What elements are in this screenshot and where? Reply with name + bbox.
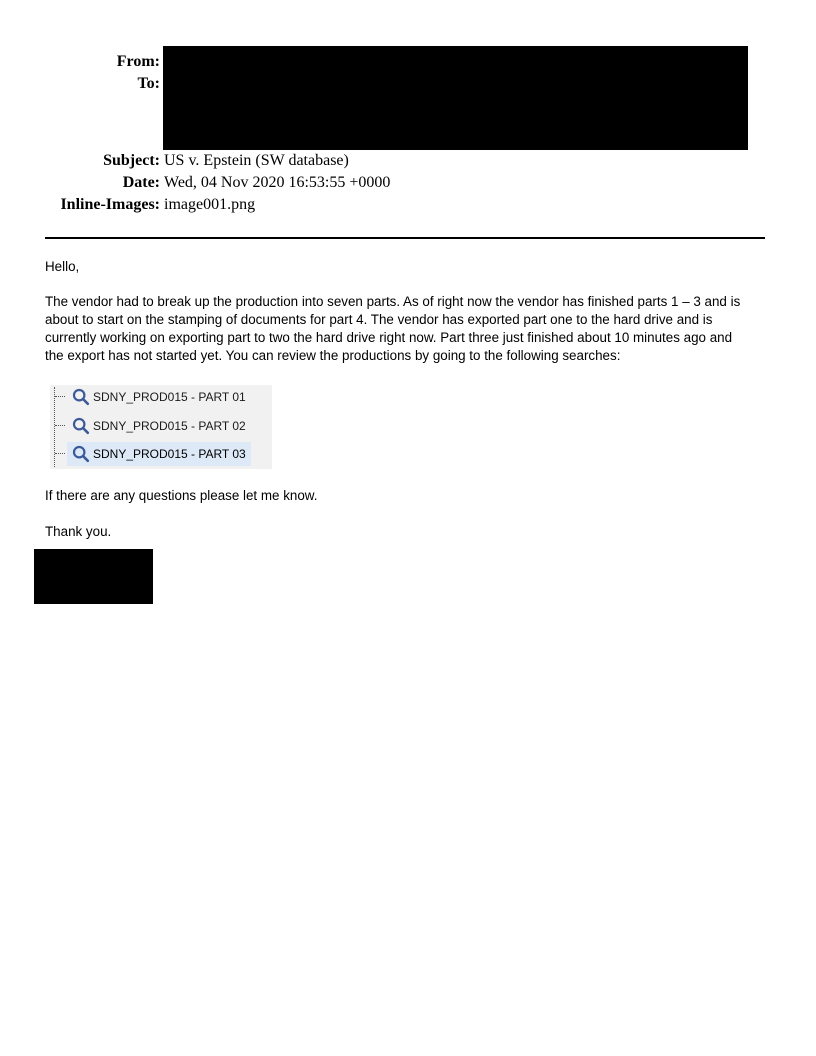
header-divider [45,237,765,239]
closing-question: If there are any questions please let me know. [45,488,318,503]
body-paragraph [45,293,765,365]
date-label: Date: [122,174,160,191]
tree-branch-line [55,425,65,426]
subject-row [0,151,816,171]
from-label: From: [116,53,160,70]
redaction-box-signature [34,549,153,604]
inline-image-search-tree [50,385,272,469]
paragraph-line-4: the export has not started yet. You can review the productions by going to the following searches: [45,348,621,363]
tree-item-part-02 [50,414,272,438]
tree-item-label: SDNY_PROD015 - PART 02 [93,419,246,433]
redaction-box-recipients [163,46,748,150]
search-icon [72,417,90,435]
tree-item-part-03 [50,442,272,466]
tree-item-label: SDNY_PROD015 - PART 01 [93,390,246,404]
inline-images-label: Inline-Images: [60,196,160,213]
paragraph-line-2: about to start on the stamping of documents for part 4. The vendor has exported part one to the hard drive and is [45,312,713,327]
tree-branch-line [55,453,65,454]
inline-images-row [0,195,816,215]
search-icon [72,445,90,463]
date-value: Wed, 04 Nov 2020 16:53:55 +0000 [164,174,391,191]
search-icon [72,388,90,406]
tree-item-part-01 [50,385,272,409]
sign-off: Thank you. [45,524,112,539]
subject-label: Subject: [103,152,160,169]
paragraph-line-1: The vendor had to break up the production into seven parts. As of right now the vendor has finished parts 1 – 3 and is [45,294,741,309]
inline-images-value: image001.png [164,196,256,213]
date-row [0,173,816,193]
tree-item-label: SDNY_PROD015 - PART 03 [93,447,246,461]
tree-branch-line [55,396,65,397]
to-label: To: [137,75,160,92]
subject-value: US v. Epstein (SW database) [164,152,349,169]
greeting: Hello, [45,259,80,274]
paragraph-line-3: currently working on exporting part to two the hard drive right now. Part three just finished about 10 minutes ago and [45,330,733,345]
